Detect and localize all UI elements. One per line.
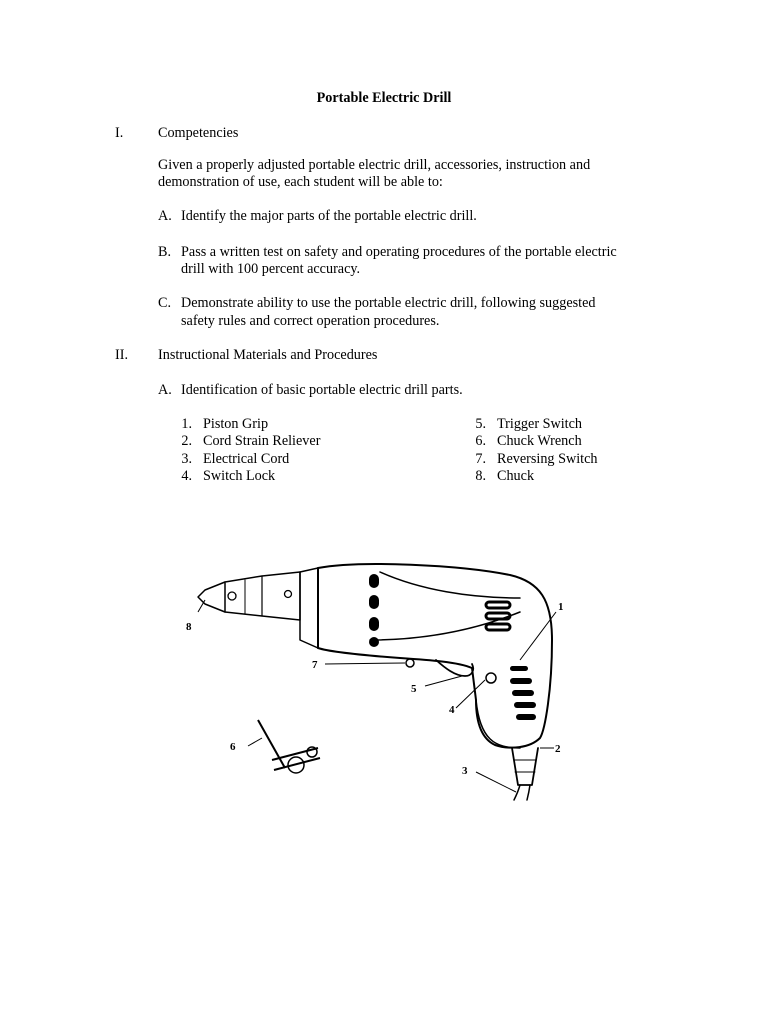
competency-text-c-line-1: Demonstrate ability to use the portable electric drill, following suggested — [181, 295, 596, 311]
competency-text-c-line-2: safety rules and correct operation procedures. — [181, 313, 440, 329]
part-label: Chuck — [497, 468, 535, 484]
materials-text-a: Identification of basic portable electric drill parts. — [181, 382, 463, 398]
callout-6: 6 — [230, 741, 236, 753]
callout-4: 4 — [449, 704, 455, 716]
part-label: Piston Grip — [203, 416, 269, 432]
part-label: Cord Strain Reliever — [203, 433, 321, 449]
drill-housing-contour — [380, 572, 520, 598]
competencies-intro-line-1: Given a properly adjusted portable electric drill, accessories, instruction and — [158, 157, 591, 173]
part-number: 6. — [475, 433, 486, 449]
drill-housing-contour — [370, 612, 520, 640]
part-label: Reversing Switch — [497, 451, 598, 467]
competency-letter-b: B. — [158, 244, 172, 260]
vent-slots-front — [369, 574, 379, 647]
part-label: Trigger Switch — [497, 416, 582, 432]
chuck-tip — [198, 582, 225, 612]
switch-lock-button — [486, 673, 496, 683]
section-number-2: II. — [115, 347, 128, 363]
callout-1: 1 — [558, 601, 564, 613]
materials-letter-a: A. — [158, 382, 172, 398]
cord-strain-reliever-ribs — [514, 760, 536, 772]
chuck-key-hole — [228, 592, 236, 600]
callout-5: 5 — [411, 683, 417, 695]
competency-text-b-line-2: drill with 100 percent accuracy. — [181, 261, 361, 277]
cord-strain-reliever — [512, 748, 538, 785]
grip-slots — [510, 666, 536, 720]
section-title-materials: Instructional Materials and Procedures — [158, 347, 378, 363]
part-label: Switch Lock — [203, 468, 276, 484]
competency-letter-c: C. — [158, 295, 172, 311]
chuck-screw — [285, 591, 292, 598]
part-number: 4. — [181, 468, 192, 484]
section-title-competencies: Competencies — [158, 125, 239, 141]
chuck-wrench — [258, 720, 320, 773]
part-number: 7. — [475, 451, 486, 467]
competency-text-a: Identify the major parts of the portable electric drill. — [181, 208, 477, 224]
competency-text-b-line-1: Pass a written test on safety and operating procedures of the portable electric — [181, 244, 617, 260]
competencies-intro-line-2: demonstration of use, each student will be able to: — [158, 174, 443, 190]
part-label: Electrical Cord — [203, 451, 290, 467]
drill-nose-collar — [300, 568, 318, 648]
page-title: Portable Electric Drill — [316, 90, 452, 106]
part-number: 5. — [475, 416, 486, 432]
reversing-switch-button — [406, 659, 414, 667]
callout-3: 3 — [462, 765, 468, 777]
part-number: 1. — [181, 416, 192, 432]
vent-slots-rear — [486, 602, 510, 630]
section-number-1: I. — [115, 125, 124, 141]
part-label: Chuck Wrench — [497, 433, 582, 449]
grip-contour — [476, 700, 520, 748]
callout-7: 7 — [312, 659, 318, 671]
part-number: 3. — [181, 451, 192, 467]
drill-body-outline — [318, 564, 552, 748]
electrical-cord — [514, 785, 530, 800]
callout-8: 8 — [186, 621, 192, 633]
part-number: 2. — [181, 433, 192, 449]
part-number: 8. — [475, 468, 486, 484]
competency-letter-a: A. — [158, 208, 172, 224]
callout-2: 2 — [555, 743, 561, 755]
